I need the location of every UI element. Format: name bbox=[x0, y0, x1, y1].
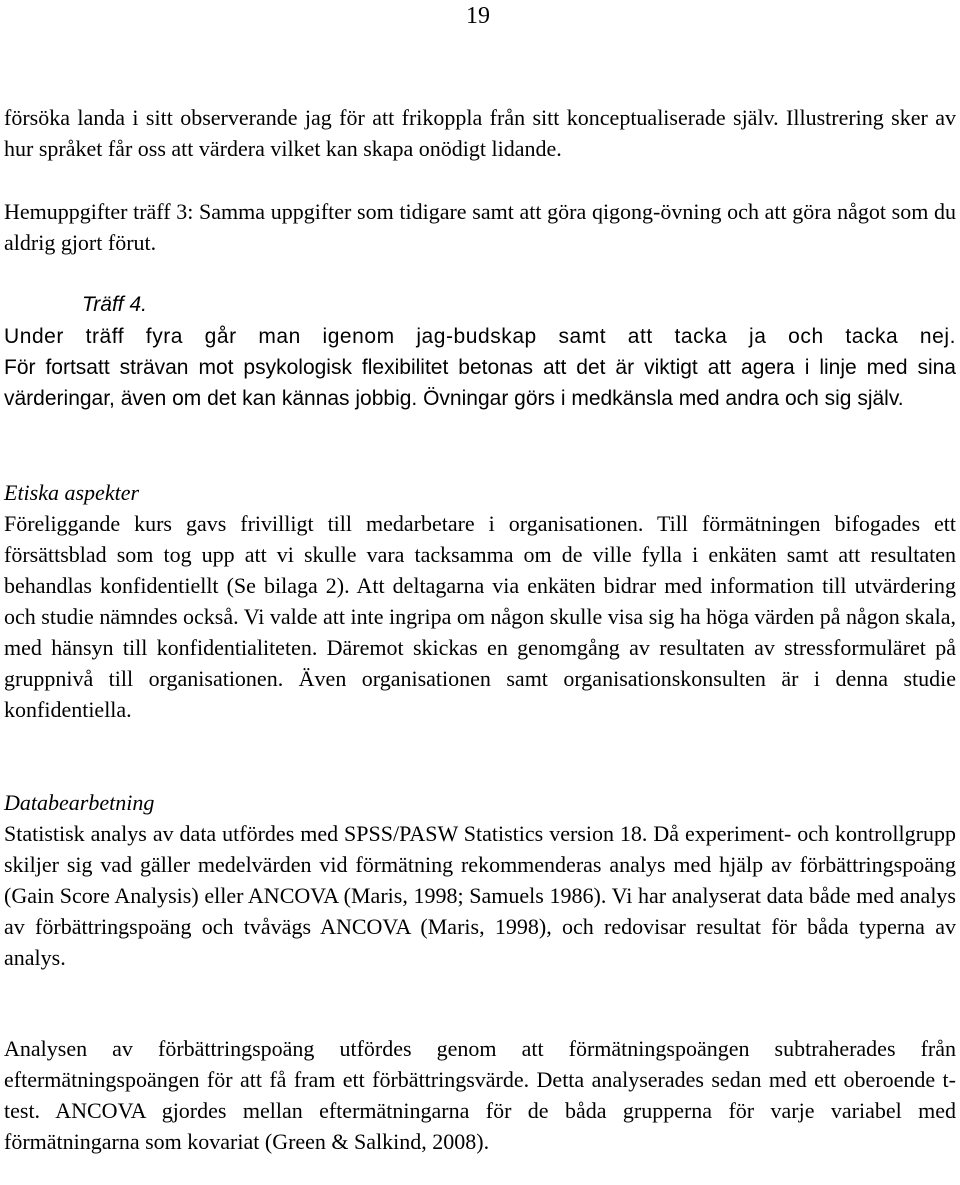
paragraph-traff-4-first-line: Under träff fyra går man igenom jag-budskap samt att tacka ja och tacka nej. bbox=[4, 325, 956, 348]
paragraph-analysis: Analysen av förbättringspoäng utfördes genom att förmätningspoängen subtraherades från eftermätningspoängen för att få fram ett förbättringsvärde. Detta analyserades sedan med ett oberoende t-test. ANCOVA gjordes mellan eftermätningarna för de båda grupperna för varje variabel med förmätningarna som kovariat (Green & Salkind, 2008). bbox=[4, 1036, 956, 1154]
paragraph-traff-4-body: För fortsatt strävan mot psykologisk flexibilitet betonas att det är viktigt att agera i linje med sina värderingar, även om det kan kännas jobbig. Övningar görs i medkänsla med andra och sig själv. bbox=[4, 356, 956, 410]
paragraph-databearbetning: Statistisk analys av data utfördes med SPSS/PASW Statistics version 18. Då experiment- och kontrollgrupp skiljer sig vad gäller medelvärden vid förmätning rekommenderas analys med hjälp av förbättringspoäng (Gain Score Analysis) eller ANCOVA (Maris, 1998; Samuels 1986). Vi har analyserat data både med analys av förbättringspoäng och tvåvägs ANCOVA (Maris, 1998), och redovisar resultat för båda typerna av analys. bbox=[4, 821, 956, 970]
section-heading-etiska-aspekter: Etiska aspekter bbox=[4, 480, 140, 505]
paragraph-homework: Hemuppgifter träff 3: Samma uppgifter som tidigare samt att göra qigong-övning och att göra något som du aldrig gjort förut. bbox=[4, 199, 956, 255]
page-number: 19 bbox=[466, 3, 490, 29]
section-heading-databearbetning: Databearbetning bbox=[4, 790, 155, 815]
paragraph-etiska-aspekter: Föreliggande kurs gavs frivilligt till medarbetare i organisationen. Till förmätningen bifogades ett försättsblad som tog upp att vi skulle vara tacksamma om de ville fylla i enkäten samt att resultaten behandlas konfidentiellt (Se bilaga 2). Att deltagarna via enkäten bidrar med information till utvärdering och studie nämndes också. Vi valde att inte ingripa om någon skulle visa sig ha höga värden på någon skala, med hänsyn till konfidentialiteten. Däremot skickas en genomgång av resultaten av stressformuläret på gruppnivå till organisationen. Även organisationen samt organisationskonsulten är i denna studie konfidentiella. bbox=[4, 511, 956, 722]
paragraph-intro: försöka landa i sitt observerande jag för att frikoppla från sitt konceptualiserade själv. Illustrering sker av hur språket får oss att värdera vilket kan skapa onödigt lidande. bbox=[4, 105, 956, 161]
section-heading-traff-4: Träff 4. bbox=[82, 293, 147, 316]
